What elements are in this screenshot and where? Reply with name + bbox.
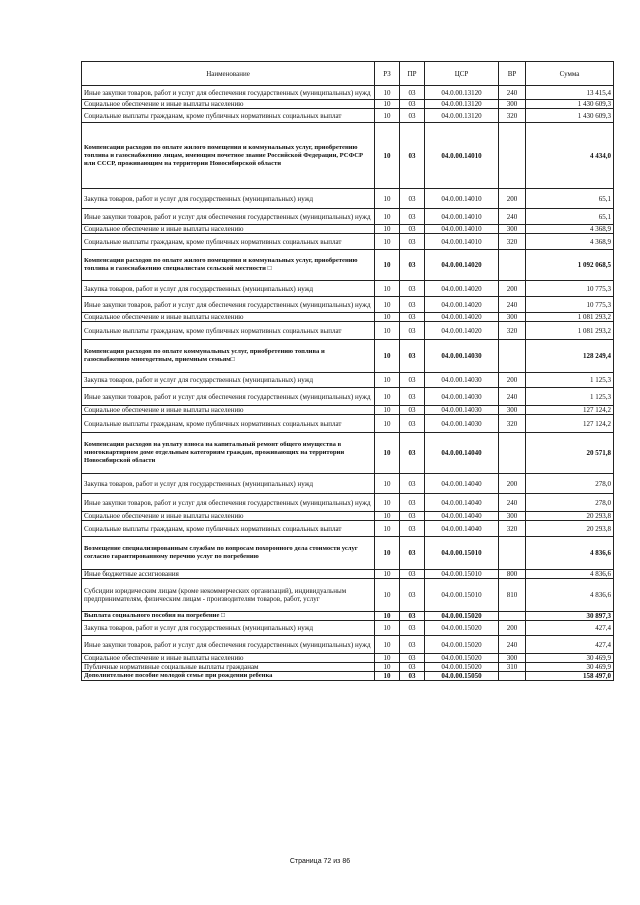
cell-vr: 300 xyxy=(499,313,526,322)
cell-sum: 20 293,8 xyxy=(526,521,614,537)
cell-sum: 30 897,3 xyxy=(526,612,614,621)
cell-vr: 300 xyxy=(499,225,526,234)
cell-sum: 278,0 xyxy=(526,474,614,494)
cell-rz: 10 xyxy=(375,474,400,494)
budget-table xyxy=(81,61,614,681)
cell-rz: 10 xyxy=(375,570,400,579)
cell-vr: 240 xyxy=(499,388,526,406)
cell-pr: 03 xyxy=(400,388,425,406)
cell-name: Социальное обеспечение и иные выплаты населению xyxy=(82,512,375,521)
cell-pr: 03 xyxy=(400,672,425,681)
table-row xyxy=(82,373,614,388)
table-row-section xyxy=(82,672,614,681)
cell-rz: 10 xyxy=(375,340,400,373)
cell-pr: 03 xyxy=(400,406,425,415)
cell-csr: 04.0.00.14040 xyxy=(425,512,499,521)
table-body xyxy=(82,62,614,681)
cell-rz: 10 xyxy=(375,579,400,612)
cell-sum: 4 434,0 xyxy=(526,123,614,189)
cell-sum: 65,1 xyxy=(526,209,614,225)
table-row-section xyxy=(82,340,614,373)
cell-sum: 1 125,3 xyxy=(526,373,614,388)
table-row xyxy=(82,621,614,636)
cell-rz: 10 xyxy=(375,636,400,654)
cell-pr: 03 xyxy=(400,415,425,433)
cell-pr: 03 xyxy=(400,636,425,654)
cell-sum: 1 081 293,2 xyxy=(526,313,614,322)
cell-vr xyxy=(499,340,526,373)
header-vr: ВР xyxy=(499,62,526,86)
table-row xyxy=(82,415,614,433)
cell-csr: 04.0.00.14020 xyxy=(425,322,499,340)
cell-vr: 320 xyxy=(499,415,526,433)
cell-rz: 10 xyxy=(375,388,400,406)
cell-sum: 1 092 068,5 xyxy=(526,250,614,281)
cell-name: Закупка товаров, работ и услуг для государственных (муниципальных) нужд xyxy=(82,281,375,297)
cell-rz: 10 xyxy=(375,663,400,672)
cell-sum: 4 368,9 xyxy=(526,225,614,234)
cell-name: Социальные выплаты гражданам, кроме публичных нормативных социальных выплат xyxy=(82,109,375,123)
cell-sum: 10 775,3 xyxy=(526,297,614,313)
cell-csr: 04.0.00.14020 xyxy=(425,313,499,322)
cell-vr xyxy=(499,672,526,681)
cell-csr: 04.0.00.14040 xyxy=(425,433,499,474)
cell-name: Компенсация расходов по оплате жилого помещения и коммунальных услуг, приобретению топлива и газоснабжению специалистам сельской местности □ xyxy=(82,250,375,281)
cell-name: Иные закупки товаров, работ и услуг для обеспечения государственных (муниципальных) нужд xyxy=(82,388,375,406)
cell-pr: 03 xyxy=(400,494,425,512)
cell-csr: 04.0.00.14040 xyxy=(425,474,499,494)
cell-pr: 03 xyxy=(400,225,425,234)
cell-sum: 1 125,3 xyxy=(526,388,614,406)
table-row xyxy=(82,100,614,109)
cell-name: Социальное обеспечение и иные выплаты населению xyxy=(82,100,375,109)
table-row xyxy=(82,494,614,512)
cell-csr: 04.0.00.13120 xyxy=(425,86,499,100)
table-row xyxy=(82,209,614,225)
cell-rz: 10 xyxy=(375,209,400,225)
table-row-section xyxy=(82,123,614,189)
cell-rz: 10 xyxy=(375,612,400,621)
cell-sum: 13 415,4 xyxy=(526,86,614,100)
table-row-section xyxy=(82,250,614,281)
cell-vr: 810 xyxy=(499,579,526,612)
cell-name: Иные бюджетные ассигнования xyxy=(82,570,375,579)
cell-rz: 10 xyxy=(375,512,400,521)
cell-sum: 4 836,6 xyxy=(526,537,614,570)
cell-name: Иные закупки товаров, работ и услуг для обеспечения государственных (муниципальных) нужд xyxy=(82,297,375,313)
header-sum: Сумма xyxy=(526,62,614,86)
cell-sum: 30 469,9 xyxy=(526,654,614,663)
cell-rz: 10 xyxy=(375,406,400,415)
cell-sum: 30 469,9 xyxy=(526,663,614,672)
cell-vr: 320 xyxy=(499,109,526,123)
table-row-section xyxy=(82,612,614,621)
table-row-section xyxy=(82,433,614,474)
cell-vr: 300 xyxy=(499,406,526,415)
cell-pr: 03 xyxy=(400,123,425,189)
cell-csr: 04.0.00.14010 xyxy=(425,225,499,234)
cell-rz: 10 xyxy=(375,537,400,570)
cell-pr: 03 xyxy=(400,250,425,281)
cell-csr: 04.0.00.14010 xyxy=(425,189,499,209)
cell-csr: 04.0.00.14010 xyxy=(425,234,499,250)
cell-name: Социальное обеспечение и иные выплаты населению xyxy=(82,225,375,234)
cell-name: Иные закупки товаров, работ и услуг для обеспечения государственных (муниципальных) нужд xyxy=(82,494,375,512)
table-row xyxy=(82,281,614,297)
cell-vr: 310 xyxy=(499,663,526,672)
cell-csr: 04.0.00.15050 xyxy=(425,672,499,681)
cell-name: Субсидии юридическим лицам (кроме некоммерческих организаций), индивидуальным предпринимателям, физическим лицам - производителям товаров, работ, услуг xyxy=(82,579,375,612)
cell-name: Компенсация расходов по оплате жилого помещения и коммунальных услуг, приобретению топлива и газоснабжению лицам, имеющим почетное звание Российской Федерации, РСФСР или СССР, проживающим на территории Новосибирской области xyxy=(82,123,375,189)
cell-sum: 1 081 293,2 xyxy=(526,322,614,340)
cell-vr xyxy=(499,123,526,189)
cell-pr: 03 xyxy=(400,521,425,537)
cell-csr: 04.0.00.13120 xyxy=(425,100,499,109)
cell-vr: 800 xyxy=(499,570,526,579)
cell-csr: 04.0.00.14030 xyxy=(425,388,499,406)
cell-rz: 10 xyxy=(375,123,400,189)
cell-vr: 300 xyxy=(499,512,526,521)
cell-name: Выплата социального пособия на погребение □ xyxy=(82,612,375,621)
cell-rz: 10 xyxy=(375,521,400,537)
cell-rz: 10 xyxy=(375,654,400,663)
cell-sum: 4 836,6 xyxy=(526,579,614,612)
table-row xyxy=(82,570,614,579)
cell-vr xyxy=(499,612,526,621)
cell-pr: 03 xyxy=(400,612,425,621)
table-row xyxy=(82,225,614,234)
cell-vr: 200 xyxy=(499,189,526,209)
cell-rz: 10 xyxy=(375,621,400,636)
header-pr: ПР xyxy=(400,62,425,86)
cell-csr: 04.0.00.14030 xyxy=(425,406,499,415)
cell-pr: 03 xyxy=(400,570,425,579)
cell-rz: 10 xyxy=(375,225,400,234)
cell-rz: 10 xyxy=(375,297,400,313)
cell-rz: 10 xyxy=(375,109,400,123)
cell-csr: 04.0.00.15020 xyxy=(425,621,499,636)
table-row xyxy=(82,234,614,250)
cell-rz: 10 xyxy=(375,415,400,433)
header-name: Наименование xyxy=(82,62,375,86)
cell-rz: 10 xyxy=(375,189,400,209)
cell-rz: 10 xyxy=(375,672,400,681)
cell-name: Закупка товаров, работ и услуг для государственных (муниципальных) нужд xyxy=(82,189,375,209)
cell-csr: 04.0.00.14030 xyxy=(425,415,499,433)
table-row xyxy=(82,512,614,521)
cell-csr: 04.0.00.14020 xyxy=(425,281,499,297)
cell-sum: 20 571,8 xyxy=(526,433,614,474)
cell-pr: 03 xyxy=(400,281,425,297)
table-row xyxy=(82,579,614,612)
table-row-section xyxy=(82,537,614,570)
cell-sum: 4 368,9 xyxy=(526,234,614,250)
cell-sum: 4 836,6 xyxy=(526,570,614,579)
cell-name: Компенсация расходов по оплате коммунальных услуг, приобретению топлива и газоснабжению многодетным, приемным семьям□ xyxy=(82,340,375,373)
cell-pr: 03 xyxy=(400,621,425,636)
cell-csr: 04.0.00.14030 xyxy=(425,340,499,373)
cell-pr: 03 xyxy=(400,373,425,388)
cell-rz: 10 xyxy=(375,313,400,322)
cell-vr: 240 xyxy=(499,636,526,654)
cell-pr: 03 xyxy=(400,433,425,474)
cell-name: Иные закупки товаров, работ и услуг для обеспечения государственных (муниципальных) нужд xyxy=(82,209,375,225)
cell-vr: 200 xyxy=(499,621,526,636)
cell-csr: 04.0.00.15010 xyxy=(425,579,499,612)
cell-name: Социальные выплаты гражданам, кроме публичных нормативных социальных выплат xyxy=(82,234,375,250)
cell-sum: 127 124,2 xyxy=(526,415,614,433)
cell-rz: 10 xyxy=(375,250,400,281)
table-row xyxy=(82,654,614,663)
cell-vr: 240 xyxy=(499,209,526,225)
cell-pr: 03 xyxy=(400,579,425,612)
cell-name: Социальные выплаты гражданам, кроме публичных нормативных социальных выплат xyxy=(82,415,375,433)
cell-pr: 03 xyxy=(400,234,425,250)
cell-csr: 04.0.00.15020 xyxy=(425,663,499,672)
cell-sum: 278,0 xyxy=(526,494,614,512)
cell-name: Иные закупки товаров, работ и услуг для обеспечения государственных (муниципальных) нужд xyxy=(82,636,375,654)
cell-rz: 10 xyxy=(375,86,400,100)
cell-vr: 240 xyxy=(499,86,526,100)
cell-csr: 04.0.00.15020 xyxy=(425,654,499,663)
cell-name: Социальные выплаты гражданам, кроме публичных нормативных социальных выплат xyxy=(82,322,375,340)
table-row xyxy=(82,189,614,209)
cell-rz: 10 xyxy=(375,433,400,474)
table-row xyxy=(82,521,614,537)
cell-name: Дополнительное пособие молодой семье при рождении ребенка xyxy=(82,672,375,681)
cell-sum: 127 124,2 xyxy=(526,406,614,415)
table-row xyxy=(82,388,614,406)
cell-pr: 03 xyxy=(400,313,425,322)
cell-pr: 03 xyxy=(400,663,425,672)
cell-sum: 20 293,8 xyxy=(526,512,614,521)
cell-name: Закупка товаров, работ и услуг для государственных (муниципальных) нужд xyxy=(82,373,375,388)
cell-rz: 10 xyxy=(375,322,400,340)
cell-pr: 03 xyxy=(400,109,425,123)
cell-name: Социальное обеспечение и иные выплаты населению xyxy=(82,406,375,415)
cell-pr: 03 xyxy=(400,537,425,570)
cell-csr: 04.0.00.14040 xyxy=(425,494,499,512)
cell-vr: 320 xyxy=(499,234,526,250)
cell-csr: 04.0.00.14010 xyxy=(425,123,499,189)
cell-vr: 300 xyxy=(499,654,526,663)
table-row xyxy=(82,474,614,494)
cell-csr: 04.0.00.14020 xyxy=(425,297,499,313)
cell-sum: 65,1 xyxy=(526,189,614,209)
header-rz: РЗ xyxy=(375,62,400,86)
cell-name: Закупка товаров, работ и услуг для государственных (муниципальных) нужд xyxy=(82,621,375,636)
cell-vr xyxy=(499,537,526,570)
cell-sum: 128 249,4 xyxy=(526,340,614,373)
cell-vr: 320 xyxy=(499,521,526,537)
cell-sum: 1 430 609,3 xyxy=(526,100,614,109)
cell-name: Компенсация расходов на уплату взноса на капитальный ремонт общего имущества в многоквартирном доме отдельным категориям граждан, проживающих на территории Новосибирской области xyxy=(82,433,375,474)
table-header-row xyxy=(82,62,614,86)
cell-sum: 427,4 xyxy=(526,636,614,654)
cell-rz: 10 xyxy=(375,281,400,297)
cell-name: Иные закупки товаров, работ и услуг для обеспечения государственных (муниципальных) нужд xyxy=(82,86,375,100)
cell-rz: 10 xyxy=(375,494,400,512)
cell-pr: 03 xyxy=(400,340,425,373)
cell-rz: 10 xyxy=(375,373,400,388)
cell-csr: 04.0.00.13120 xyxy=(425,109,499,123)
cell-vr: 200 xyxy=(499,373,526,388)
cell-name: Социальное обеспечение и иные выплаты населению xyxy=(82,313,375,322)
cell-vr: 300 xyxy=(499,100,526,109)
table-row xyxy=(82,636,614,654)
cell-pr: 03 xyxy=(400,100,425,109)
page-number: Страница 72 из 86 xyxy=(289,858,351,865)
cell-sum: 1 430 609,3 xyxy=(526,109,614,123)
cell-rz: 10 xyxy=(375,100,400,109)
cell-vr: 200 xyxy=(499,474,526,494)
cell-name: Публичные нормативные социальные выплаты гражданам xyxy=(82,663,375,672)
table-row xyxy=(82,86,614,100)
cell-csr: 04.0.00.14040 xyxy=(425,521,499,537)
cell-csr: 04.0.00.15020 xyxy=(425,612,499,621)
cell-sum: 427,4 xyxy=(526,621,614,636)
table-row xyxy=(82,406,614,415)
table-row xyxy=(82,109,614,123)
cell-pr: 03 xyxy=(400,86,425,100)
cell-vr: 320 xyxy=(499,322,526,340)
table-row xyxy=(82,322,614,340)
cell-pr: 03 xyxy=(400,512,425,521)
cell-pr: 03 xyxy=(400,322,425,340)
table-row xyxy=(82,297,614,313)
cell-name: Возмещение специализированным службам по вопросам похоронного дела стоимости услуг согласно гарантированному перечню услуг по погребению xyxy=(82,537,375,570)
cell-csr: 04.0.00.15010 xyxy=(425,570,499,579)
header-csr: ЦСР xyxy=(425,62,499,86)
cell-sum: 10 775,3 xyxy=(526,281,614,297)
cell-csr: 04.0.00.15010 xyxy=(425,537,499,570)
cell-name: Социальные выплаты гражданам, кроме публичных нормативных социальных выплат xyxy=(82,521,375,537)
cell-csr: 04.0.00.14030 xyxy=(425,373,499,388)
cell-vr: 240 xyxy=(499,494,526,512)
cell-name: Закупка товаров, работ и услуг для государственных (муниципальных) нужд xyxy=(82,474,375,494)
cell-vr: 200 xyxy=(499,281,526,297)
cell-vr xyxy=(499,433,526,474)
cell-sum: 158 497,0 xyxy=(526,672,614,681)
cell-pr: 03 xyxy=(400,189,425,209)
cell-rz: 10 xyxy=(375,234,400,250)
table-row xyxy=(82,313,614,322)
cell-pr: 03 xyxy=(400,474,425,494)
cell-name: Социальное обеспечение и иные выплаты населению xyxy=(82,654,375,663)
cell-csr: 04.0.00.14010 xyxy=(425,209,499,225)
cell-pr: 03 xyxy=(400,654,425,663)
cell-vr xyxy=(499,250,526,281)
cell-pr: 03 xyxy=(400,297,425,313)
cell-pr: 03 xyxy=(400,209,425,225)
cell-vr: 240 xyxy=(499,297,526,313)
table-row xyxy=(82,663,614,672)
cell-csr: 04.0.00.15020 xyxy=(425,636,499,654)
cell-csr: 04.0.00.14020 xyxy=(425,250,499,281)
